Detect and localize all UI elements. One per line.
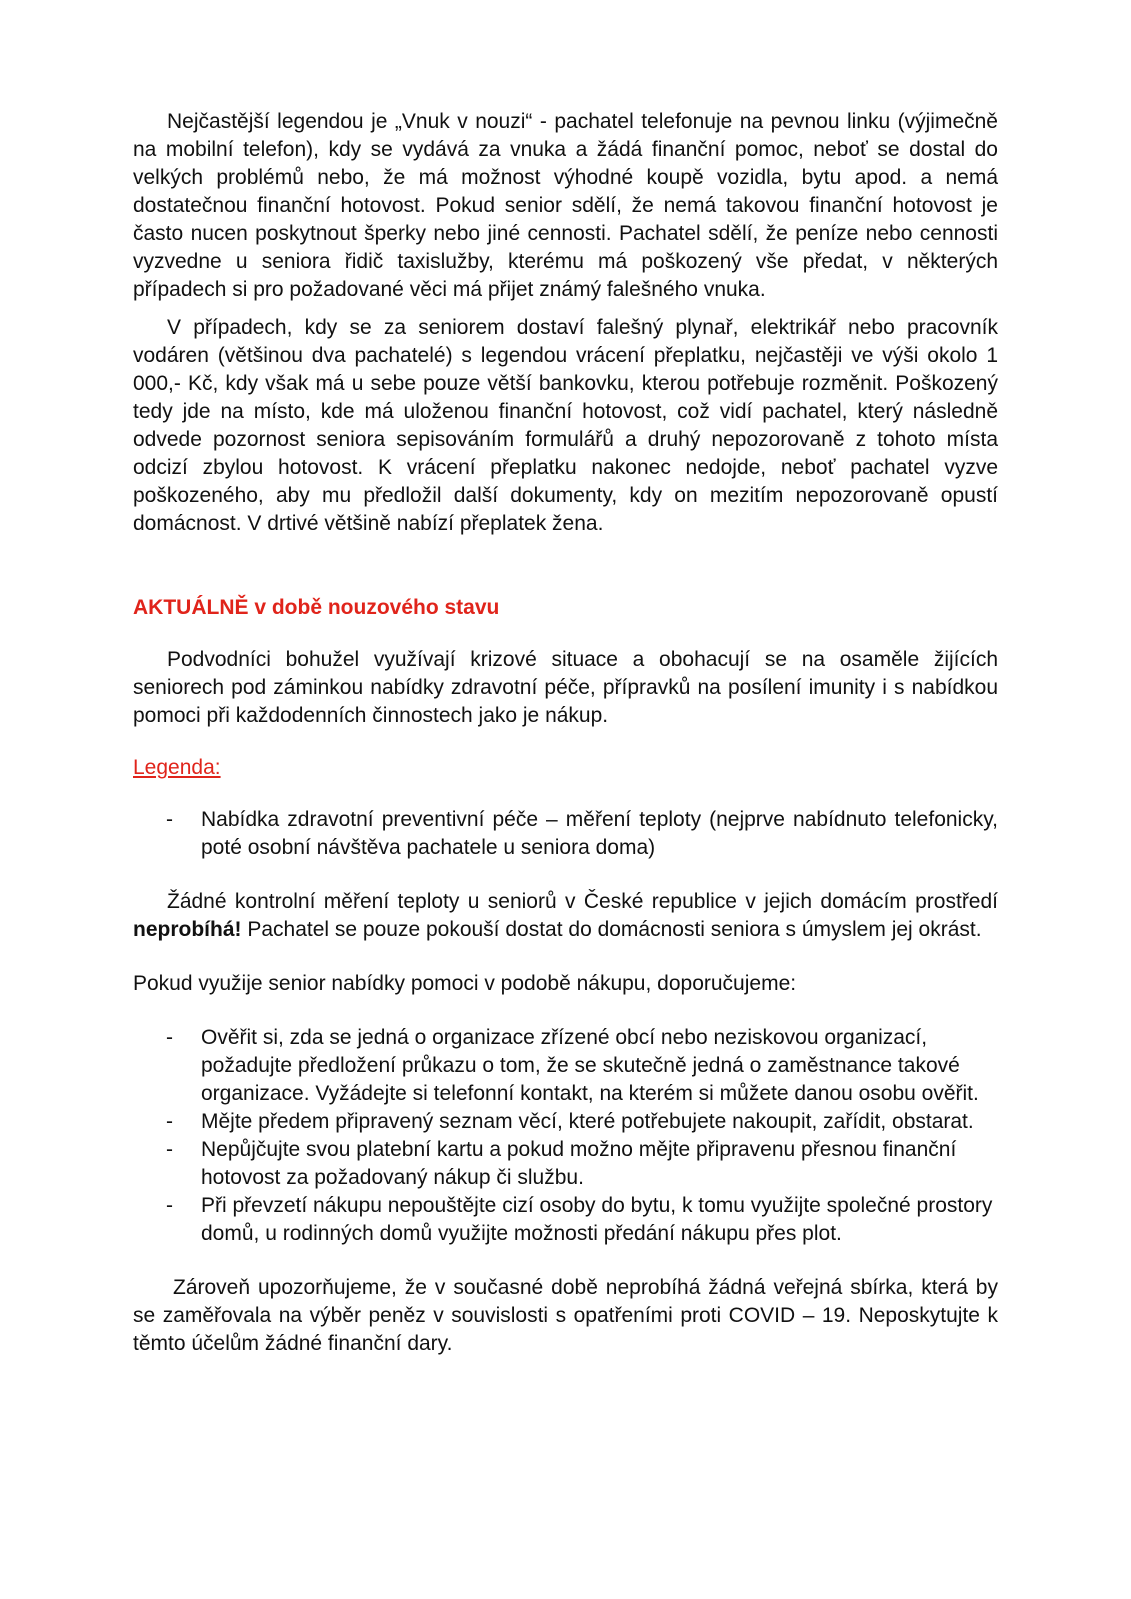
paragraph-doporucujeme: Pokud využije senior nabídky pomoci v podobě nákupu, doporučujeme: bbox=[133, 972, 797, 995]
list-item-text: Mějte předem připravený seznam věcí, které potřebujete nakoupit, zařídit, obstarat. bbox=[201, 1110, 974, 1133]
dash-bullet: - bbox=[166, 1194, 173, 1217]
list-item-text: Nepůjčujte svou platební kartu a pokud možno mějte připravenu přesnou finanční hotovost za požadovaný nákup či službu. bbox=[201, 1138, 957, 1189]
list-item bbox=[133, 1192, 998, 1248]
paragraph-vnuk-v-nouzi: Nejčastější legendou je „Vnuk v nouzi“ - pachatel telefonuje na pevnou linku (výjimečně na mobilní telefon), kdy se vydává za vnuka a žádá finanční pomoc, neboť se dostal do velkých problémů nebo, že má možnost výhodné koupě vozidla, bytu apod. a nemá dostatečnou finanční hotovost. Pokud senior sdělí, že nemá takovou finanční hotovost je často nucen poskytnout šperky nebo jiné cennosti. Pachatel sdělí, že peníze nebo cennosti vyzvedne u seniora řidič taxislužby, kterému má poškozený vše předat, v některých případech si pro požadované věci má přijet známý falešného vnuka. bbox=[133, 110, 998, 301]
legend-list bbox=[133, 806, 998, 862]
dash-bullet: - bbox=[166, 1110, 173, 1133]
list-item-text: Nabídka zdravotní preventivní péče – měření teploty (nejprve nabídnuto telefonicky, poté osobní návštěva pachatele u seniora doma) bbox=[201, 808, 998, 859]
paragraph-podvodnici: Podvodníci bohužel využívají krizové situace a obohacují se na osaměle žijících seniorech pod záminkou nabídky zdravotní péče, přípravků na posílení imunity i s nabídkou pomoci při každodenních činnostech jako je nákup. bbox=[133, 648, 998, 727]
paragraph-text: Pachatel se pouze pokouší dostat do domácnosti seniora s úmyslem jej okrást. bbox=[241, 918, 982, 941]
list-item bbox=[133, 1136, 998, 1192]
paragraph-mereni-teploty bbox=[133, 888, 998, 944]
paragraph-text: Žádné kontrolní měření teploty u seniorů v České republice v jejich domácím prostředí bbox=[167, 890, 998, 913]
paragraph-falesny-plynar: V případech, kdy se za seniorem dostaví falešný plynař, elektrikář nebo pracovník vodáren (většinou dva pachatelé) s legendou vrácení přeplatku, nejčastěji ve výši okolo 1 000,- Kč, kdy však má u sebe pouze větší bankovku, kterou potřebuje rozměnit. Poškozený tedy jde na místo, kde má uloženou finanční hotovost, což vidí pachatel, který následně odvede pozornost seniora sepisováním formulářů a druhý nepozorovaně z tohoto místa odcizí zbylou hotovost. K vrácení přeplatku nakonec nedojde, neboť pachatel vyzve poškozeného, aby mu předložil další dokumenty, kdy on mezitím nepozorovaně opustí domácnost. V drtivé většině nabízí přeplatek žena. bbox=[133, 316, 998, 535]
dash-bullet: - bbox=[166, 1138, 173, 1161]
section-heading: AKTUÁLNĚ v době nouzového stavu bbox=[133, 596, 500, 619]
dash-bullet: - bbox=[166, 808, 173, 831]
list-item bbox=[133, 1024, 998, 1108]
list-item bbox=[133, 1108, 998, 1136]
paragraph-sbirka: Zároveň upozorňujeme, že v současné době neprobíhá žádná veřejná sbírka, která by se zaměřovala na výběr peněz v souvislosti s opatřeními proti COVID – 19. Neposkytujte k těmto účelům žádné finanční dary. bbox=[133, 1276, 998, 1355]
emphasis-text: neprobíhá! bbox=[133, 918, 242, 941]
dash-bullet: - bbox=[166, 1026, 173, 1049]
list-item bbox=[133, 806, 998, 862]
legend-label: Legenda: bbox=[133, 756, 221, 779]
list-item-text: Při převzetí nákupu nepouštějte cizí osoby do bytu, k tomu využijte společné prostory domů, u rodinných domů využijte možnosti předání nákupu přes plot. bbox=[201, 1194, 993, 1245]
recommendation-list bbox=[133, 1024, 998, 1248]
list-item-text: Ověřit si, zda se jedná o organizace zřízené obcí nebo neziskovou organizací, požadujte předložení průkazu o tom, že se skutečně jedná o zaměstnance takové organizace. Vyžádejte si telefonní kontakt, na kterém si můžete danou osobu ověřit. bbox=[201, 1026, 979, 1105]
